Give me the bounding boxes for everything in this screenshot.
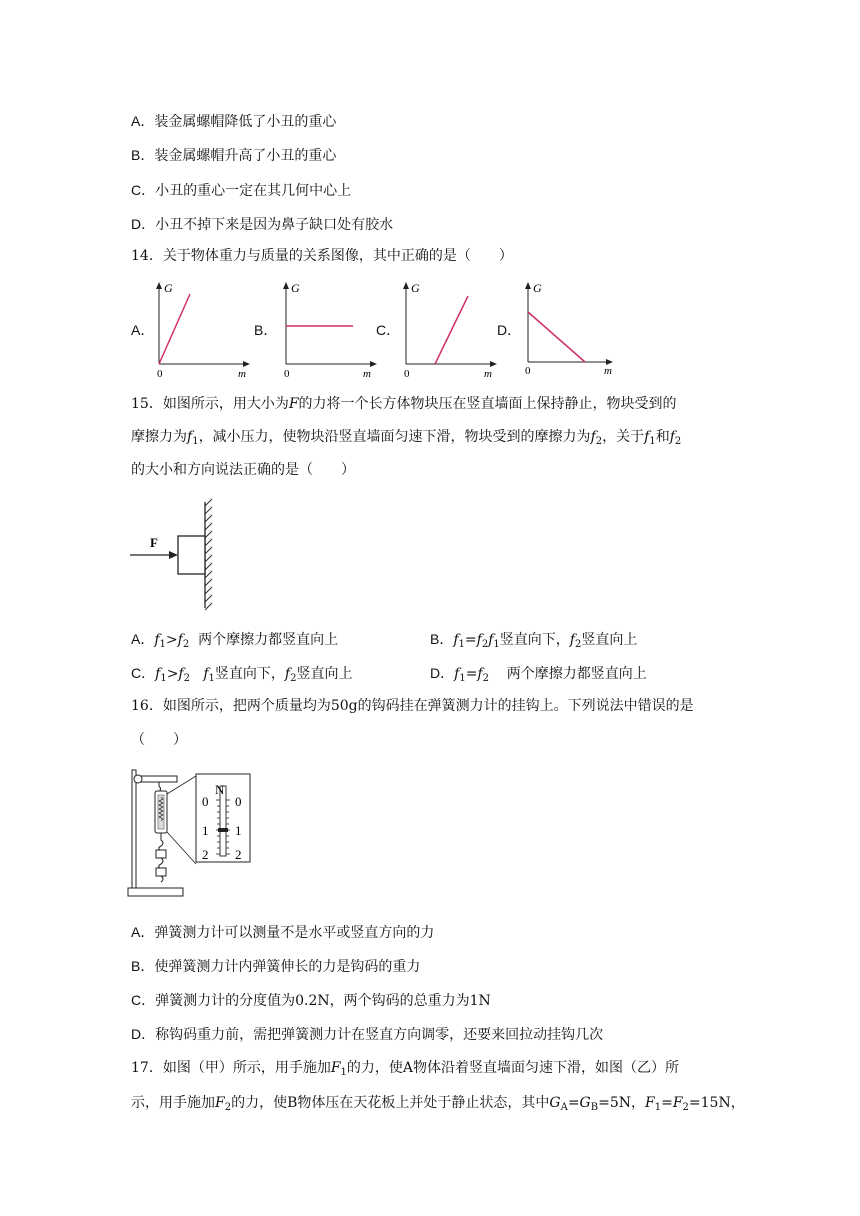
question-number: 16． [131, 698, 163, 714]
question-number: 17． [131, 1060, 163, 1076]
q15-stem-line-3 [131, 460, 355, 480]
option-text: 称钩码重力前，需把弹簧测力计在竖直方向调零，还要来回拉动挂钩几次 [155, 1027, 604, 1043]
option-text: 装金属螺帽降低了小丑的重心 [154, 114, 337, 130]
pointer [218, 828, 228, 832]
option-text: 竖直向下， [214, 666, 285, 682]
y-axis-label: G [533, 281, 542, 295]
f-symbol: f [488, 632, 494, 648]
q14-option-d-label: D． [497, 322, 522, 338]
y-axis-label: G [291, 281, 300, 295]
origin-label: 0 [284, 368, 290, 378]
force-label: F [150, 535, 158, 550]
q13-option-c [131, 180, 351, 201]
force-symbol: F [215, 1095, 225, 1111]
weight-2 [156, 868, 166, 876]
option-label: C． [131, 665, 156, 681]
q15-option-b [430, 629, 637, 650]
subscript: 2 [290, 673, 297, 684]
q15-stem-line-1 [131, 394, 677, 414]
f-symbol: f [669, 429, 675, 445]
f-symbol: f [187, 429, 193, 445]
scale-left-2: 2 [202, 847, 209, 862]
question-number: 14． [131, 248, 163, 264]
force-symbol: F [672, 1095, 683, 1111]
value: =5N， [598, 1095, 645, 1111]
q17-line-1 [131, 1058, 679, 1078]
q15-option-c [131, 663, 352, 684]
equals: = [567, 1095, 580, 1111]
option-text: 两个摩擦力都竖直向上 [506, 666, 647, 682]
subscript: 1 [159, 639, 166, 650]
stem-text: （ ） [131, 732, 187, 748]
y-axis-label: G [164, 281, 173, 295]
question-text: 关于物体重力与质量的关系图像，其中正确的是（ ） [162, 248, 513, 264]
f-symbol: f [154, 632, 160, 648]
q16-option-c [131, 990, 491, 1011]
equals: = [661, 1095, 673, 1111]
force-symbol: F [288, 396, 299, 412]
f-symbol: f [453, 632, 459, 648]
value: =15N， [688, 1095, 745, 1111]
option-label: A． [131, 631, 155, 647]
q14-graph-d [517, 280, 622, 378]
q17-line-2 [131, 1093, 745, 1113]
stem-text: 和 [655, 429, 670, 445]
option-label: C． [131, 182, 156, 198]
scale-right-1: 1 [235, 823, 242, 838]
block [178, 536, 205, 574]
relation: = [464, 632, 477, 648]
weight-symbol: G [579, 1095, 591, 1111]
subscript: 1 [654, 1102, 662, 1113]
stem-text: 如图所示，把两个质量均为50g的钩码挂在弹簧测力计的挂钩上。下列说法中错误的是 [162, 698, 694, 714]
stem-text: 的力，使B物体压在天花板上并处于静止状态，其中 [231, 1095, 550, 1111]
option-label: A． [131, 113, 155, 129]
origin-label: 0 [404, 368, 410, 378]
q14-option-c-label: C． [376, 322, 401, 338]
stem-text: 摩擦力为 [131, 429, 187, 445]
stem-text: 的力，使A物体沿着竖直墙面匀速下滑，如图（乙）所 [346, 1060, 680, 1076]
scale-right-2: 2 [235, 847, 242, 862]
subscript: A [560, 1102, 568, 1113]
weight-symbol: G [549, 1095, 561, 1111]
subscript: 1 [160, 673, 167, 684]
option-label: B． [430, 631, 454, 647]
subscript: 1 [458, 639, 465, 650]
x-axis-label: m [484, 368, 492, 378]
stand-pole [132, 770, 136, 888]
scale-left-0: 0 [202, 794, 209, 809]
subscript: 2 [482, 673, 489, 684]
relation: = [465, 666, 478, 682]
f-symbol: f [178, 666, 184, 682]
wall [205, 499, 212, 610]
y-axis-label: G [411, 281, 420, 295]
f-symbol: f [284, 666, 291, 682]
stem-text: 如图所示，用大小为 [162, 396, 289, 412]
q16-stem-line-2 [131, 730, 187, 750]
option-text: 小丑不掉下来是因为鼻子缺口处有胶水 [155, 217, 394, 233]
q13-option-d [131, 214, 393, 235]
scale-right-0: 0 [235, 794, 242, 809]
stem-text: ，关于 [602, 429, 645, 445]
q15-option-a [131, 629, 338, 650]
option-label: C． [131, 992, 156, 1008]
q14-graph-b [275, 280, 380, 378]
subscript: 2 [595, 436, 603, 447]
option-label: D． [131, 216, 156, 232]
stem-text: 如图（甲）所示，用手施加 [162, 1060, 331, 1076]
option-label: D． [430, 665, 455, 681]
f-symbol: f [590, 429, 596, 445]
force-symbol: F [330, 1060, 341, 1076]
force-symbol: F [644, 1095, 655, 1111]
stem-text: 的大小和方向说法正确的是（ ） [131, 462, 355, 478]
f-symbol: f [644, 429, 650, 445]
q14-graph-c [395, 280, 500, 378]
question-number: 15． [131, 396, 163, 412]
relation: > [165, 632, 178, 648]
option-label: D． [131, 1026, 156, 1042]
x-axis-label: m [604, 365, 612, 377]
origin-label: 0 [525, 365, 531, 377]
subscript: 1 [493, 639, 500, 650]
origin-label: 0 [157, 368, 163, 378]
subscript: 1 [459, 673, 466, 684]
subscript: 2 [224, 1102, 232, 1113]
option-label: B． [131, 147, 155, 163]
stand-base [128, 888, 183, 896]
q14-option-a-label: A． [131, 322, 155, 338]
q16-option-d [131, 1024, 603, 1045]
stem-text: 示，用手施加 [131, 1095, 215, 1111]
x-axis-label: m [363, 368, 371, 378]
q13-option-b [131, 145, 336, 166]
q14-option-b-label: B． [254, 322, 278, 338]
q15-figure [128, 498, 223, 613]
option-label: A． [131, 924, 155, 940]
f-symbol: f [476, 632, 482, 648]
subscript: 2 [481, 639, 489, 650]
q16-stem-line-1 [131, 696, 694, 716]
unit-label: N [215, 782, 225, 797]
option-text: 弹簧测力计的分度值为0.2N，两个钩码的总重力为1N [155, 993, 491, 1009]
option-label: B． [131, 958, 155, 974]
scale-left-1: 1 [202, 823, 209, 838]
subscript: 1 [340, 1067, 347, 1078]
q14-graph-a [148, 280, 253, 378]
q13-option-a [131, 111, 336, 132]
subscript: 1 [208, 673, 215, 684]
q16-option-a [131, 922, 434, 943]
option-text: 竖直向下， [499, 632, 570, 648]
subscript: 2 [183, 673, 190, 684]
subscript: 2 [182, 639, 190, 650]
option-text: 使弹簧测力计内弹簧伸长的力是钩码的重力 [154, 959, 421, 975]
q14-stem [131, 246, 513, 266]
subscript: 1 [649, 436, 656, 447]
option-text: 竖直向上 [296, 666, 353, 682]
f-symbol: f [177, 632, 183, 648]
weight-1 [156, 850, 166, 858]
option-text: 两个摩擦力都竖直向上 [198, 632, 339, 648]
option-text: 弹簧测力计可以测量不是水平或竖直方向的力 [154, 925, 435, 941]
subscript: 2 [682, 1102, 689, 1113]
option-text: 装金属螺帽升高了小丑的重心 [154, 148, 337, 164]
f-symbol: f [454, 666, 460, 682]
f-symbol: f [203, 666, 209, 682]
stem-text: ，减小压力，使物块沿竖直墙面匀速下滑，物块受到的摩擦力为 [198, 429, 591, 445]
f-symbol: f [569, 632, 575, 648]
q15-stem-line-2 [131, 427, 681, 447]
q15-option-d [430, 663, 647, 684]
f-symbol: f [477, 666, 483, 682]
subscript: 2 [574, 639, 582, 650]
q16-figure [126, 764, 256, 900]
f-symbol: f [155, 666, 161, 682]
q16-option-b [131, 956, 420, 977]
subscript: B [590, 1102, 599, 1113]
option-text: 小丑的重心一定在其几何中心上 [155, 183, 352, 199]
relation: > [166, 666, 179, 682]
subscript: 2 [674, 436, 682, 447]
x-axis-label: m [238, 368, 246, 378]
option-text: 竖直向上 [581, 632, 638, 648]
subscript: 1 [192, 436, 199, 447]
stem-text: 的力将一个长方体物块压在竖直墙面上保持静止，物块受到的 [298, 396, 677, 412]
